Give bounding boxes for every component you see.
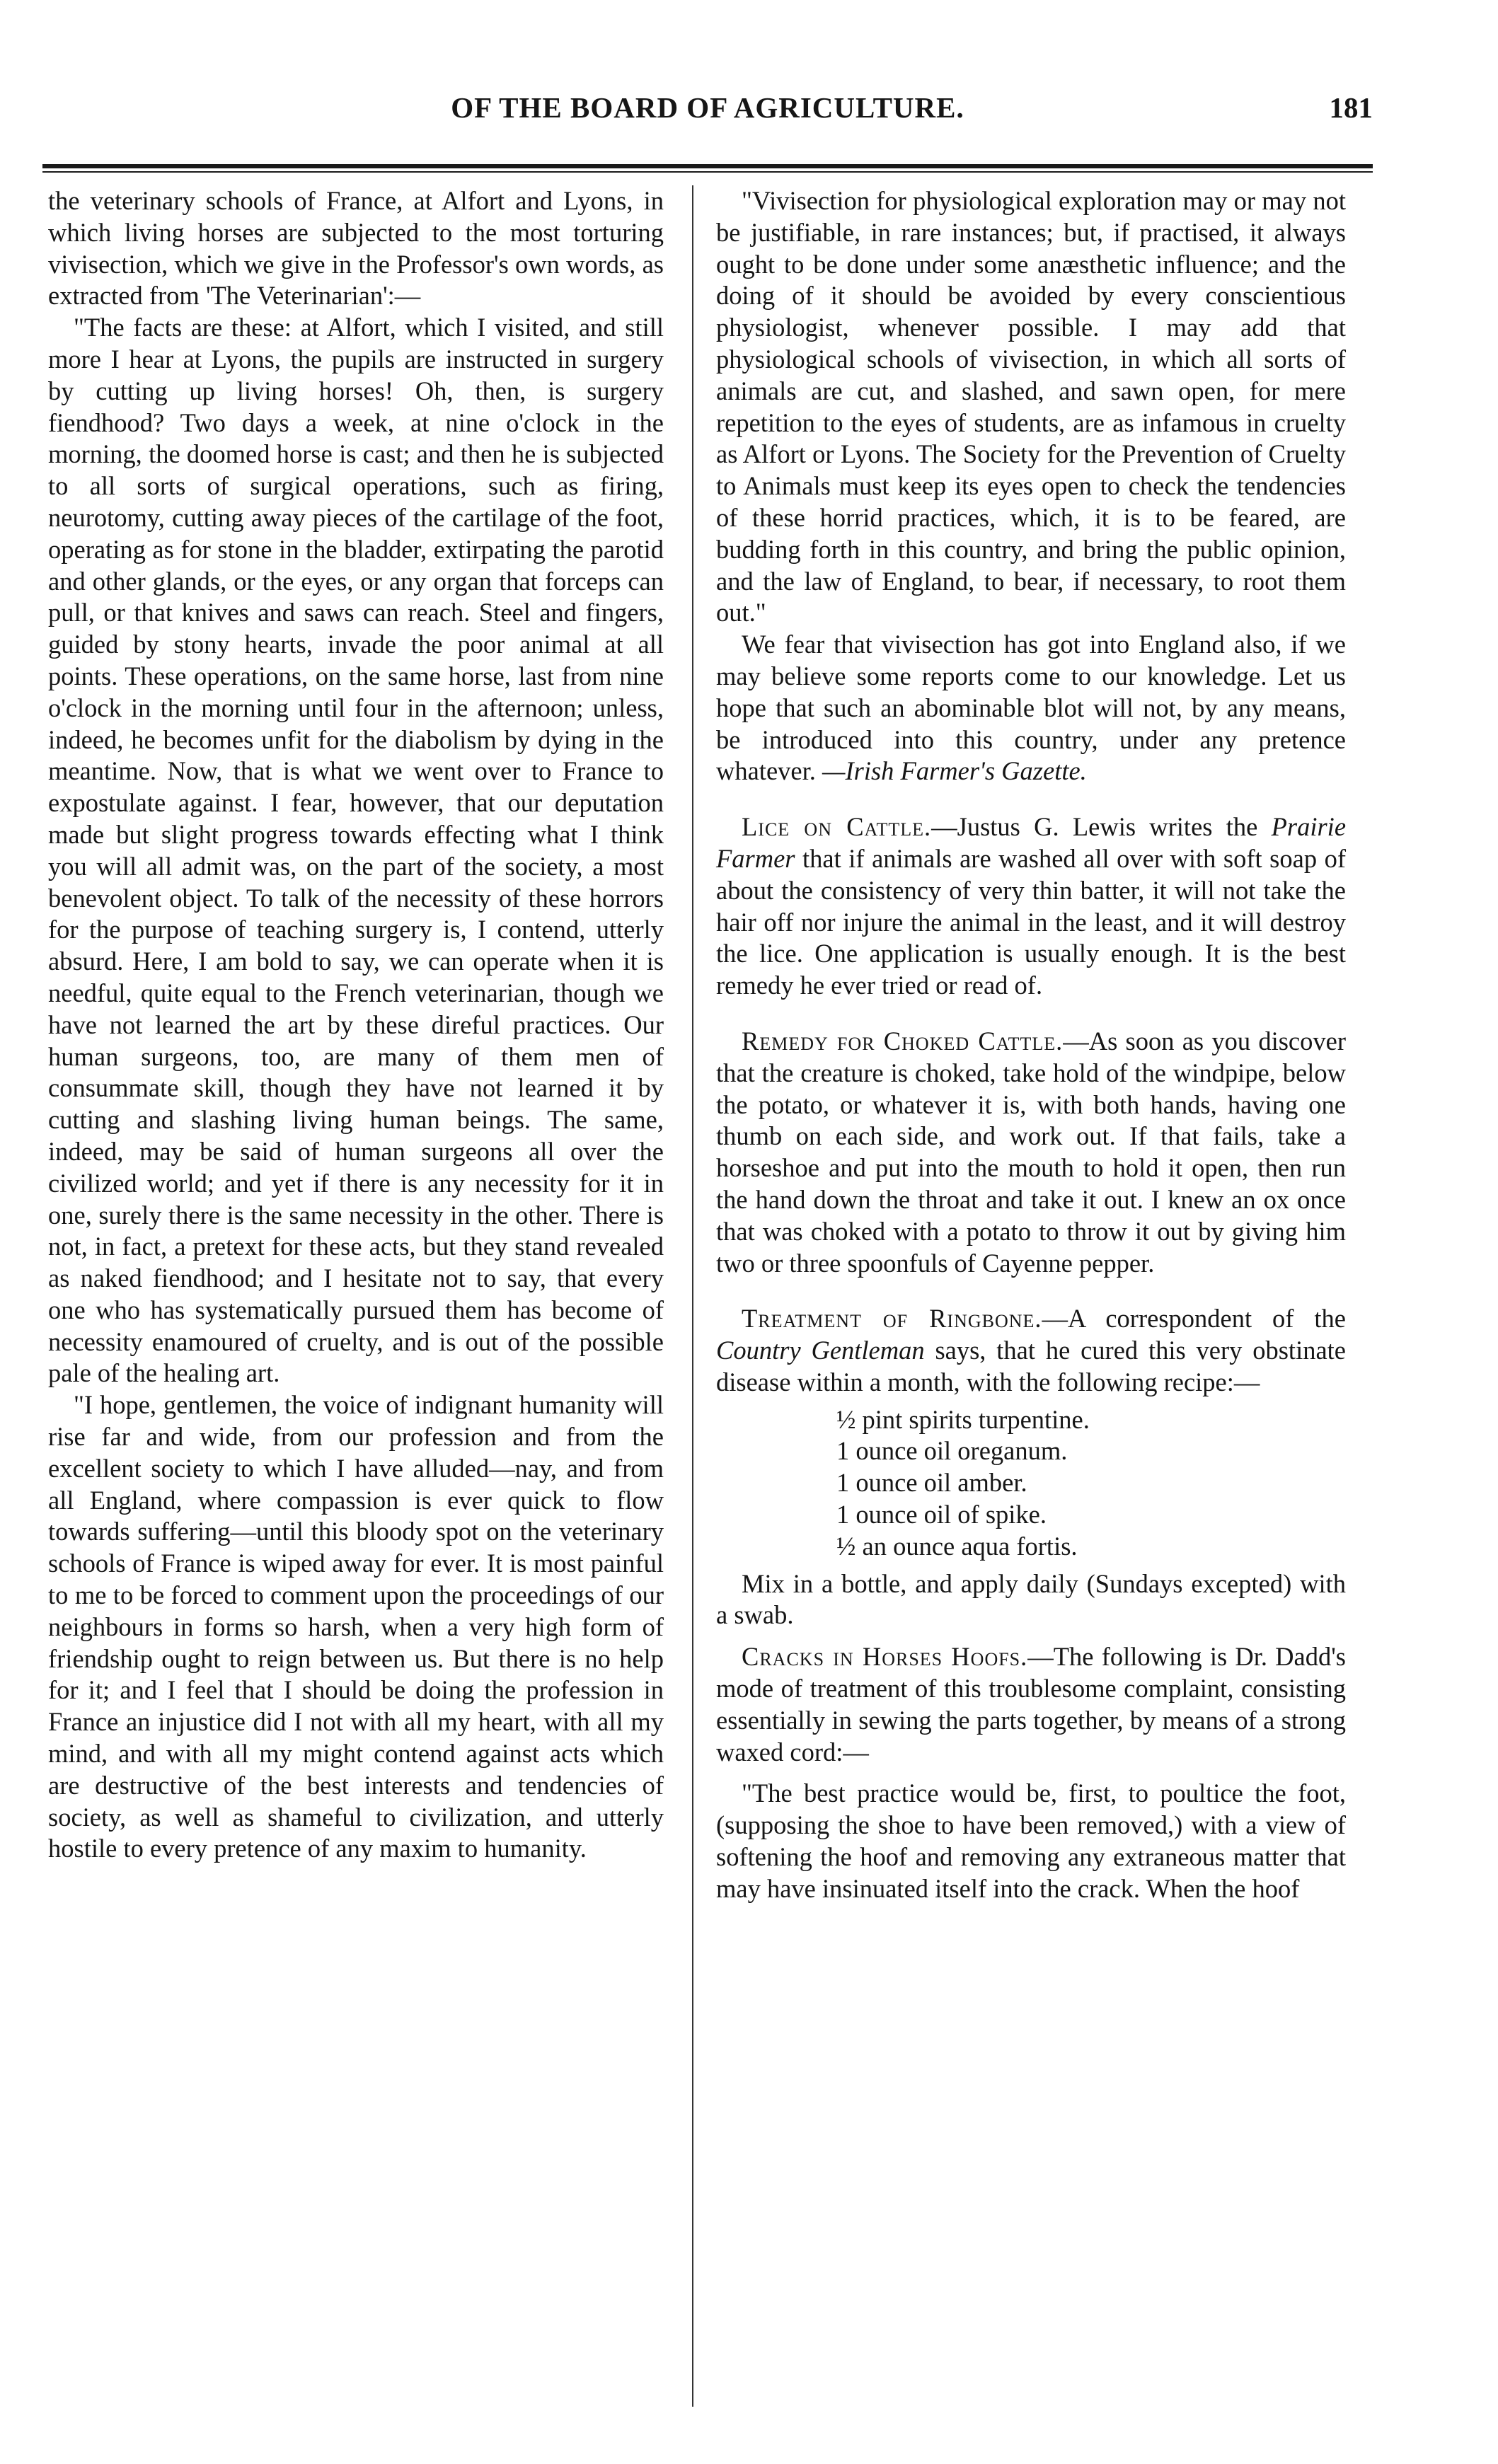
running-title: OF THE BOARD OF AGRICULTURE. xyxy=(451,91,964,124)
article-ringbone xyxy=(716,1303,1346,1398)
ringbone-recipe-list xyxy=(836,1404,1346,1563)
heading-lice-on-cattle: Lice on Cattle. xyxy=(742,812,932,842)
source-country-gentleman: Country Gentleman xyxy=(716,1336,925,1365)
vivisection-england-text: We fear that vivisection has got into England also, if we may believe some reports come to our knowledge. Let us hope that such an abominable blot will not, by any means, be introduced into this country, under any pretence whatever. xyxy=(716,630,1346,786)
heading-ringbone: Treatment of Ringbone. xyxy=(742,1304,1042,1334)
page-number: 181 xyxy=(1329,91,1373,124)
ringbone-text-b: says, that he cured this very obstinate disease within a month, with the following recipe:— xyxy=(716,1336,1346,1396)
recipe-item: 1 ounce oil oreganum. xyxy=(836,1436,1068,1466)
paragraph-vivisection-quote: "Vivisection for physiological exploration may or may not be justifiable, in rare instances; but, if practised, it always ought to be done under some anæsthetic influence; and the doing of it should be avoided by every conscientious physiologist, whenever possible. I may add that physiological schools of vivisection, in which all sorts of animals are cut, and slashed, and sawn open, for mere repetition to the eyes of students, are as infamous in cruelty as Alfort or Lyons. The Society for the Prevention of Cruelty to Animals must keep its eyes open to check the tendencies of these horrid practices, which, it is to be feared, are budding forth in this country, and bring the public opinion, and the law of England, to bear, if necessary, to root them out." xyxy=(716,186,1346,627)
lice-text-b: that if animals are washed all over with soft soap of about the consistency of very thin batter, it will not take the hair off nor injure the animal in the least, and it will destroy the lice. One application is usually enough. It is the best remedy he ever tried or read of. xyxy=(716,843,1346,1000)
header-rule xyxy=(42,164,1373,168)
choked-text: —As soon as you discover that the creature is choked, take hold of the windpipe, below the potato, or whatever it is, with both hands, having one thumb on each side, and work out. If that fails, take a horseshoe and put into the mouth to hold it open, then run the hand down the throat and take it out. I knew an ox once that was choked with a potato to throw it out by giving him two or three spoonfuls of Cayenne pepper. xyxy=(716,1026,1346,1278)
paragraph-intro: the veterinary schools of France, at Alfort and Lyons, in which living horses are subjected to the most torturing vivisection, which we give in the Professor's own words, as extracted from 'The Veterinarian':— xyxy=(48,186,664,311)
article-cracks-in-hoofs xyxy=(716,1641,1346,1768)
ringbone-text-a: —A correspondent of the xyxy=(1042,1304,1346,1334)
recipe-item: 1 ounce oil of spike. xyxy=(836,1500,1047,1529)
right-column xyxy=(716,185,1346,1905)
paragraph-indignant-humanity: "I hope, gentlemen, the voice of indignant humanity will rise far and wide, from our profession and from the excellent society to which I have alluded—nay, and from all England, where compassion is ever quick to flow towards suffering—until this bloody spot on the veterinary schools of France is wiped away for ever. It is most painful to me to be forced to comment upon the proceedings of our neighbours in forms so harsh, when a very high form of friendship ought to reign between us. But there is no help for it; and I feel that I should be doing the profession in France an injustice did I not with all my heart, with all my mind, and with all my might contend against acts which are destructive of the best interests and tendencies of society, as well as shameful to civilization, and utterly hostile to every pretence of any maxim to humanity. xyxy=(48,1390,664,1863)
cracks-text: —The following is Dr. Dadd's mode of treatment of this troublesome complaint, consisting essentially in sewing the parts together, by means of a strong waxed cord:— xyxy=(716,1642,1346,1766)
paragraph-cracks-quote: "The best practice would be, first, to poultice the foot, (supposing the shoe to have been removed,) with a view of softening the hoof and removing any extraneous matter that may have insinuated itself into the crack. When the hoof xyxy=(716,1778,1346,1903)
heading-choked-cattle: Remedy for Choked Cattle. xyxy=(742,1026,1064,1055)
paragraph-ringbone-after: Mix in a bottle, and apply daily (Sundays excepted) with a swab. xyxy=(716,1568,1346,1630)
page-header xyxy=(42,91,1373,140)
recipe-item: 1 ounce oil amber. xyxy=(836,1468,1027,1498)
lice-text-a: —Justus G. Lewis writes the xyxy=(931,812,1258,842)
recipe-item: ½ pint spirits turpentine. xyxy=(836,1404,1090,1434)
paragraph-vivisection-england xyxy=(716,629,1346,787)
source-irish-farmers-gazette: —Irish Farmer's Gazette. xyxy=(822,756,1087,786)
source-prairie-farmer: Prairie Farmer xyxy=(716,812,1347,873)
left-column xyxy=(48,185,664,1865)
article-lice-on-cattle xyxy=(716,811,1346,1002)
paragraph-alfort-quote: "The facts are these: at Alfort, which I visited, and still more I hear at Lyons, the pupils are instructed in surgery by cutting up living horses! Oh, then, is surgery fiendhood? Two days a week, at nine o'clock in the morning, the doomed horse is cast; and then he is subjected to all sorts of surgical operations, such as firing, neurotomy, cutting away pieces of the cartilage of the foot, operating as for stone in the bladder, extirpating the parotid and other glands, or the eyes, or any organ that forceps can pull, or that knives and saws can reach. Steel and fingers, guided by stony hearts, invade the poor animal at all points. These operations, on the same horse, last from nine o'clock in the morning until four in the afternoon; unless, indeed, he becomes unfit for the diabolism by dying in the meantime. Now, that is what we went over to France to expostulate against. I fear, however, that our deputation made but slight progress towards effecting what I think you will all admit was, on the part of the society, a most benevolent object. To talk of the necessity of these horrors for the purpose of teaching surgery is, I contend, utterly absurd. Here, I am bold to say, we can operate when it is needful, quite equal to the French veterinarian, though we have not learned the art by these direful practices. Our human surgeons, too, are many of them men of consummate skill, though they have not learned it by cutting and slashing living human beings. The same, indeed, may be said of human surgeons all over the civilized world; and yet if there is any necessity for it in one, surely there is the same necessity in the other. There is not, in fact, a pretext for these acts, but they stand revealed as naked fiendhood; and I hesitate not to say, that every one who has systematically pursued them has become of necessity enamoured of cruelty, and is out of the possible pale of the healing art. xyxy=(48,313,664,1388)
column-divider xyxy=(692,185,693,2407)
article-choked-cattle xyxy=(716,1026,1346,1279)
recipe-item: ½ an ounce aqua fortis. xyxy=(836,1531,1078,1561)
heading-cracks-in-hoofs: Cracks in Horses Hoofs. xyxy=(742,1642,1028,1672)
